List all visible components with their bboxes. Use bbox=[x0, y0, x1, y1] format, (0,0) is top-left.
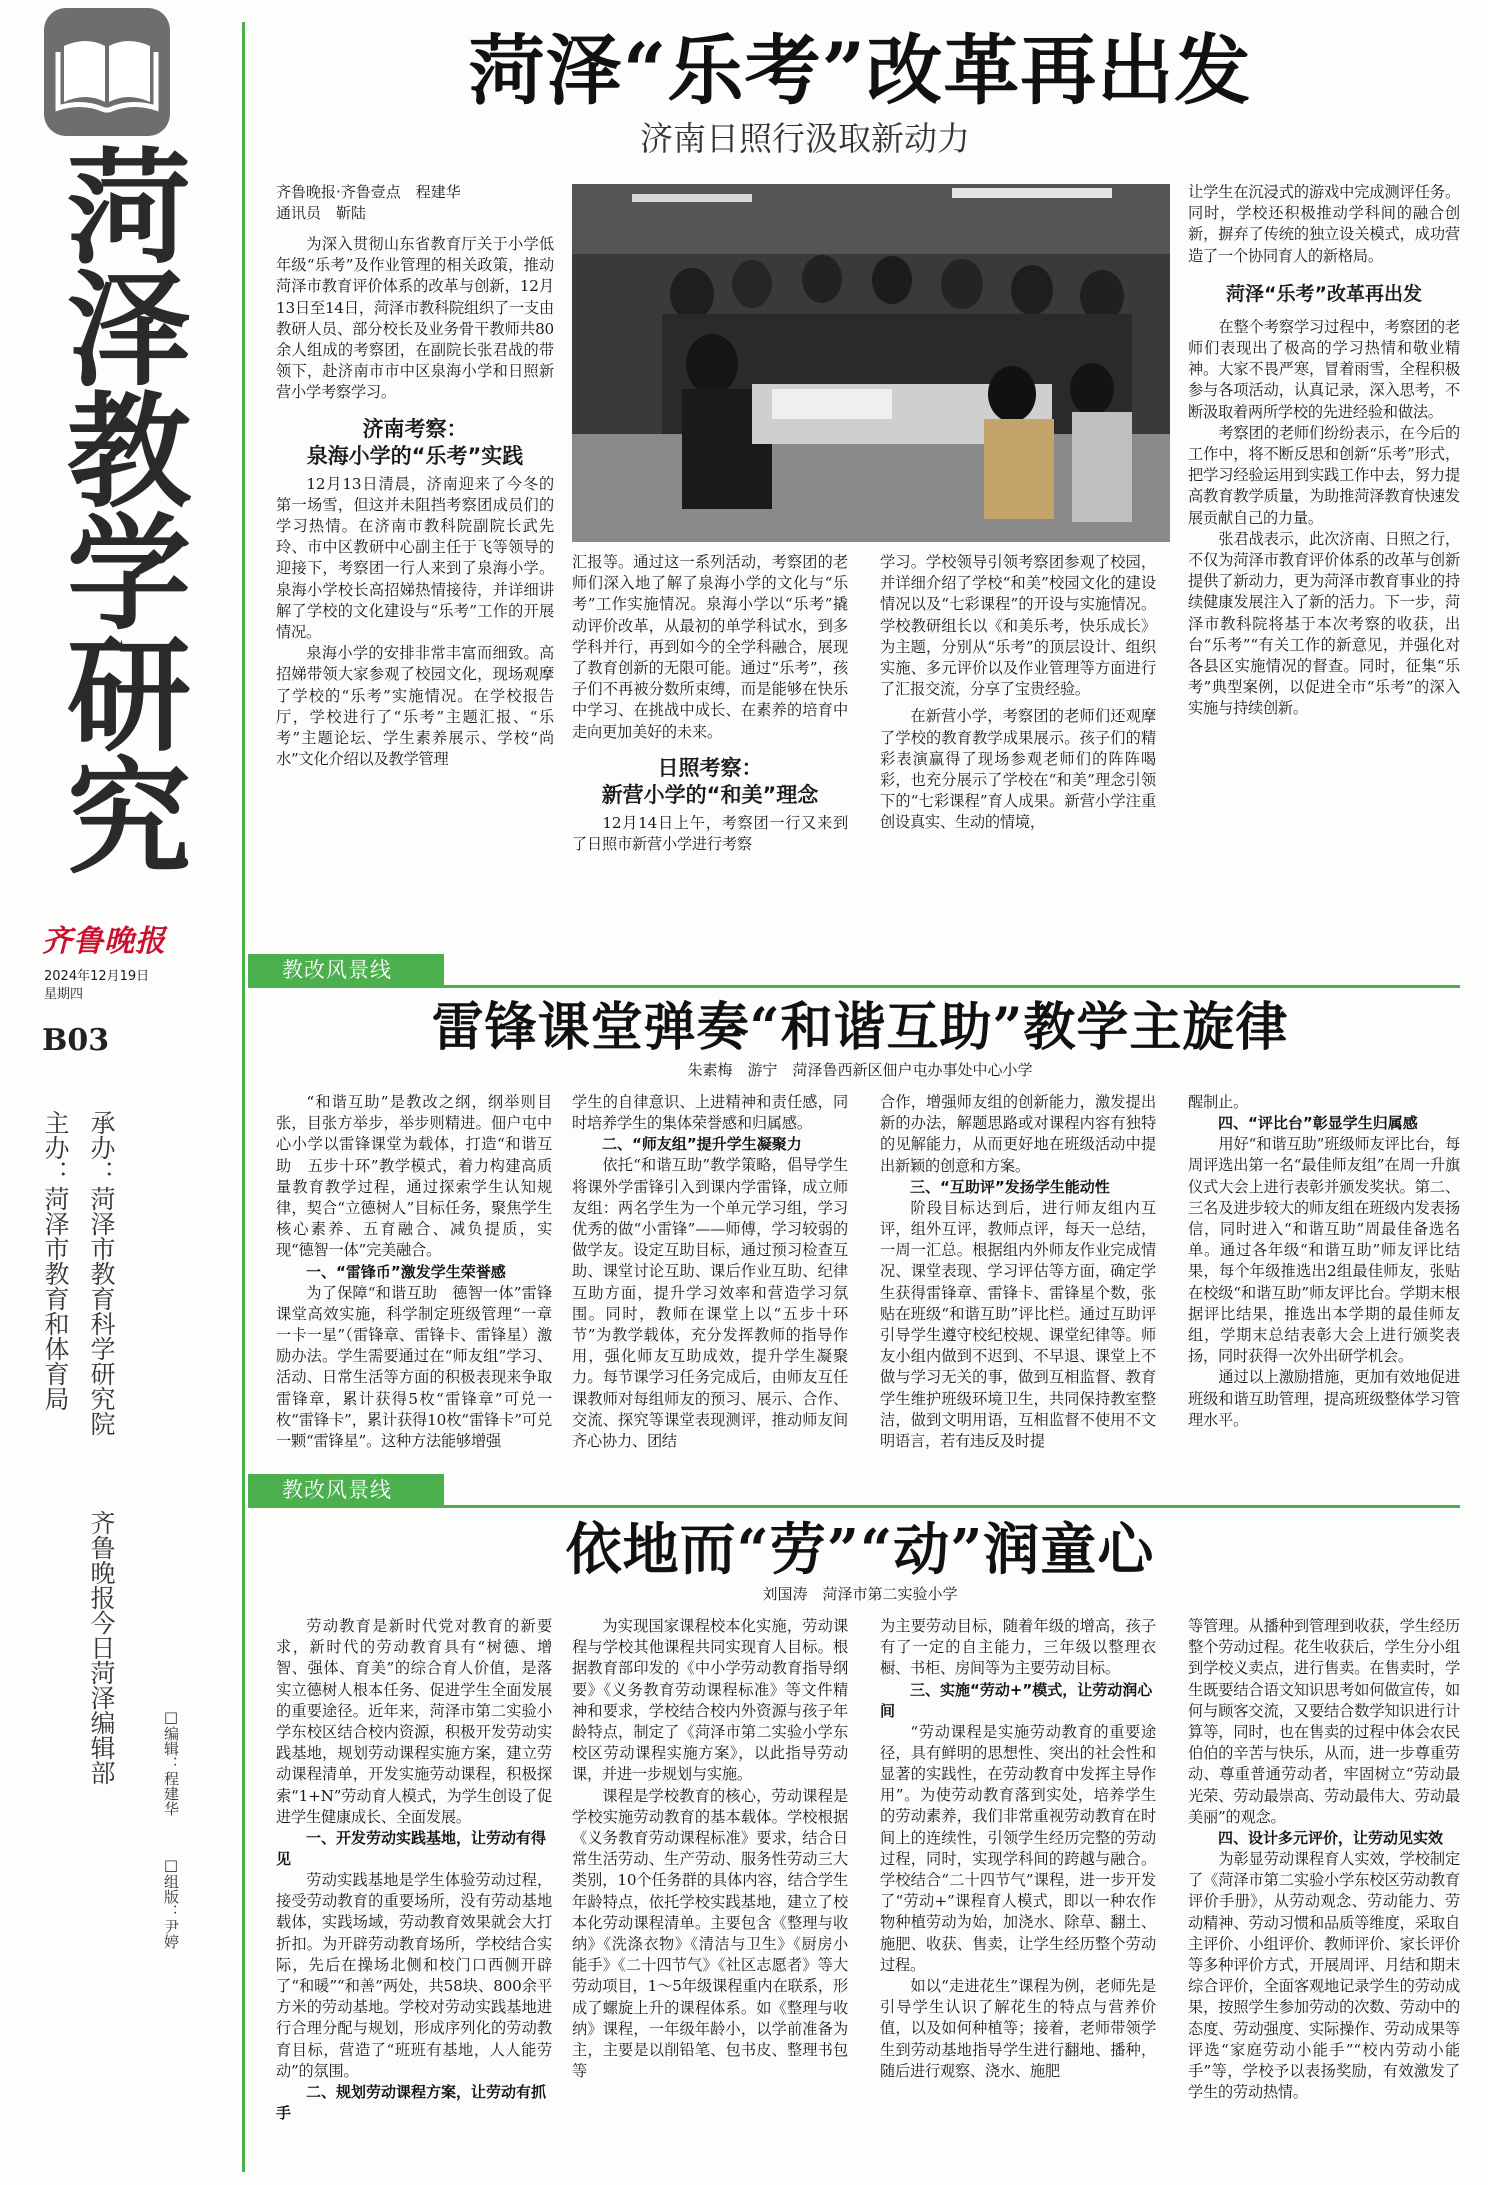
article2-sub4: 四、“评比台”彰显学生归属感 bbox=[1218, 1114, 1418, 1133]
article3-col1 bbox=[276, 1616, 552, 2172]
article2-tag: 教改风景线 bbox=[248, 954, 444, 987]
article1-col3 bbox=[880, 552, 1156, 908]
article2-byline: 朱素梅 游宁 菏泽鲁西新区佃户屯办事处中心小学 bbox=[687, 1061, 1033, 1079]
article1-p1: 12月13日清晨，济南迎来了今冬的第一场雪，但这并未阻挡考察团成员们的学习热情。在济南市教科院副院长武先玲、市中区教研中心副主任于飞等领导的迎接下，考察团一行人来到了泉海小学。泉海小学校长高招娣热情接待，并详细讲解了学校的文化建设与“乐考”工作的开展情况。 bbox=[276, 474, 554, 642]
article1-subhead2 bbox=[572, 755, 848, 809]
article3-p4: 课程是学校教育的核心，劳动课程是学校实施劳动教育的基本载体。学校根据《义务教育劳动课程标准》要求，结合日常生活劳动、生产劳动、服务性劳动三大类别，10个任务群的具体内容，结合学生年龄特点，依托学校实践基地，建立了校本化劳动课程清单。主要包含《整理与收纳》《洗涤衣物》《清洁与卫生》《厨房小能手》《二十四节气》《社区志愿者》等大劳动项目，1～5年级课程重内在联系，形成了螺旋上升的课程体系。如《整理与收纳》课程，一年级年龄小，以学前准备为主，主要是以削铅笔、包书皮、整理书包等 bbox=[572, 1786, 848, 2081]
article1-subhead2-line2: 新营小学的“和美”理念 bbox=[601, 782, 819, 807]
article2-p7: 醒制止。 bbox=[1188, 1093, 1248, 1111]
layout-credit: □组版：尹婷 bbox=[162, 1856, 180, 1949]
article3-tag: 教改风景线 bbox=[248, 1474, 444, 1507]
article3-sub1: 一、开发劳动实践基地，让劳动有得见 bbox=[276, 1829, 547, 1869]
article3-p2: 劳动实践基地是学生体验劳动过程，接受劳动教育的重要场所，没有劳动基地载体，实践场域，劳动教育效果就会大打折扣。为开辟劳动教育场所，学校结合实际，先后在操场北侧和校门口西侧开辟了“和暖”“和善”两处，共58块、800余平方米的劳动基地。学校对劳动实践基地进行合理分配与规划，形成序列化的劳动教育目标，营造了“班班有基地，人人能劳动”的氛围。 bbox=[276, 1871, 552, 2080]
article2-p3: 学生的自律意识、上进精神和责任感，同时培养学生的集体荣誉感和归属感。 bbox=[572, 1093, 848, 1133]
article1-headline: 菏泽“乐考”改革再出发 bbox=[468, 26, 1252, 115]
section-title: 菏泽教学研究 bbox=[46, 142, 190, 874]
article2-col3 bbox=[880, 1092, 1156, 1472]
article1-subheadline: 济南日照行汲取新动力 bbox=[640, 119, 970, 158]
article3-tag-rule bbox=[248, 1505, 1460, 1508]
organizer-2: 齐鲁晚报今日菏泽编辑部 bbox=[87, 1510, 116, 1785]
sponsor-label: 主办： bbox=[41, 1110, 70, 1185]
article2-col1 bbox=[276, 1092, 552, 1472]
article3-p9: 为彰显劳动课程育人实效，学校制定了《菏泽市第二实验小学东校区劳动教育评价手册》，从劳动观念、劳动能力、劳动精神、劳动习惯和品质等维度，采取自主评价、小组评价、教师评价、家长评价等多种评价方式，开展周评、月结和期末综合评价，全面客观地记录学生的劳动成果，按照学生参加劳动的次数、劳动中的态度、劳动强度、实际操作、劳动成果等评选“家庭劳动小能手”“校内劳动小能手”等，学校予以表扬奖励，有效激发了学生的劳动热情。 bbox=[1188, 1850, 1460, 2102]
article3-p7: 如以“走进花生”课程为例，老师先是引导学生认识了解花生的特点与营养价值，以及如何种植等；接着，老师带领学生到劳动基地指导学生进行翻地、播种，随后进行观察、浇水、施肥 bbox=[880, 1977, 1156, 2080]
article2-p2: 为了保障“和谐互助 德智一体”雷锋课堂高效实施，科学制定班级管理“一章一卡一星”（雷锋章、雷锋卡、雷锋星）激励办法。学生需要通过在“师友组”学习、活动、日常生活等方面的积极表现来争取雷锋章，累计获得5枚“雷锋章”可兑一枚“雷锋卡”，累计获得10枚“雷锋卡”可兑一颗“雷锋星”。这种方法能够增强 bbox=[276, 1283, 552, 1451]
article1-p8: 在整个考察学习过程中，考察团的老师们表现出了极高的学习热情和敬业精神。大家不畏严寒，冒着雨雪，全程积极参与各项活动，认真记录，深入思考，不断汲取着两所学校的先进经验和做法。 bbox=[1188, 317, 1460, 421]
article2-p4: 依托“和谐互助”教学策略，倡导学生将课外学雷锋引入到课内学雷锋，成立师友组：两名学生为一个单元学习组，学习优秀的做“小雷锋”——师傅，学习较弱的做学友。设定互助目标，通过预习检查互助、课堂讨论互助、课后作业互助、纪律互助方面，提升学习效率和营造学习氛围。同时，教师在课堂上以“五步十环节”为教学载体，充分发挥教师的指导作用，强化师友互助成效，提升学生凝聚力。每节课学习任务完成后，由师友互任课教师对每组师友的预习、展示、合作、交流、探究等课堂表现测评，推动师友间齐心协力、团结 bbox=[572, 1156, 848, 1451]
article1-col1 bbox=[276, 182, 554, 910]
article3-col4 bbox=[1188, 1616, 1460, 2172]
issue-date: 2024年12月19日 bbox=[44, 969, 150, 984]
article1-subhead1-line1: 济南考察： bbox=[362, 416, 468, 441]
article1-subhead2-line1: 日照考察： bbox=[657, 755, 763, 780]
article1-p6: 在新营小学，考察团的老师们还观摩了学校的教育教学成果展示。孩子们的精彩表演赢得了现场参观老师们的阵阵喝彩，也充分展示了学校在“和美”理念引领下的“七彩课程”育人成果。新营小学注重创设真实、生动的情境， bbox=[880, 707, 1156, 832]
article2-col4 bbox=[1188, 1092, 1460, 1472]
article1-photo bbox=[572, 184, 1170, 542]
article1-p2: 泉海小学的安排非常丰富而细致。高招娣带领大家参观了校园文化，现场观摩了学校的“乐考”实施情况。在学校报告厅，学校进行了“乐考”主题汇报、“乐考”主题论坛、学生素养展示、学校“尚水”文化介绍以及教学管理 bbox=[276, 644, 554, 769]
article2-p1: “和谐互助”是教改之纲，纲举则目张，目张方举步，举步则精进。佃户屯中心小学以雷锋课堂为载体，打造“和谐互助 五步十环”教学模式，着力构建高质量教育教学过程，通过探索学生认知规律，契合“立德树人”目标任务，聚焦学生核心素养、五育融合、减负提质，实现“德智一体”完美融合。 bbox=[276, 1093, 552, 1260]
article2-tag-rule bbox=[248, 985, 1460, 988]
article1-subhead1 bbox=[276, 416, 554, 470]
article3-p6: “劳动课程是实施劳动教育的重要途径，具有鲜明的思想性、突出的社会性和显著的实践性，在劳动教育中发挥主导作用”。为使劳动教育落到实处，培养学生的劳动素养，我们非常重视劳动教育在时间上的连续性，引领学生经历完整的劳动过程，同时，实现学科间的跨越与融合。学校结合“二十四节气”课程，进一步开发了“劳动+”课程育人模式，即以一种农作物种植劳动为始，加浇水、除草、翻土、施肥、收获、售卖，让学生经历整个劳动过程。 bbox=[880, 1722, 1156, 1974]
page-number: B03 bbox=[42, 1023, 110, 1058]
article2-headline: 雷锋课堂弹奏“和谐互助”教学主旋律 bbox=[431, 997, 1289, 1058]
article2-sub3: 三、“互助评”发扬学生能动性 bbox=[910, 1177, 1110, 1196]
article1-col4 bbox=[1188, 182, 1460, 908]
article3-sub3: 三、实施“劳动+”模式，让劳动润心间 bbox=[880, 1680, 1153, 1720]
organizer-1: 菏泽市教育科学研究院 bbox=[87, 1186, 116, 1436]
article3-col2 bbox=[572, 1616, 848, 2172]
newspaper-name: 齐鲁晚报 bbox=[42, 924, 166, 959]
article1-p5: 学习。学校领导引领考察团参观了校园，并详细介绍了学校“和美”校园文化的建设情况以及“七彩课程”的开设与实施情况。学校教研组长以《和美乐考，快乐成长》为主题，分别从“乐考”的顶层设计、组织实施、多元评价以及作业管理等方面进行了汇报交流，分享了宝贵经验。 bbox=[880, 553, 1156, 699]
article2-p9: 通过以上激励措施，更加有效地促进班级和谐互助管理，提高班级整体学习管理水平。 bbox=[1188, 1368, 1460, 1429]
article1-p9: 考察团的老师们纷纷表示，在今后的工作中，将不断反思和创新“乐考”形式，把学习经验运用到实践工作中去，努力提高教育教学质量，为助推菏泽教育快速发展贡献自己的力量。 bbox=[1188, 423, 1460, 527]
article2-sub1: 一、“雷锋币”激发学生荣誉感 bbox=[306, 1262, 506, 1281]
sponsor: 菏泽市教育和体育局 bbox=[41, 1186, 70, 1411]
article3-byline: 刘国涛 菏泽市第二实验小学 bbox=[762, 1585, 958, 1603]
issue-weekday: 星期四 bbox=[44, 987, 84, 1002]
left-divider bbox=[242, 22, 245, 2172]
article1-subhead3: 菏泽“乐考”改革再出发 bbox=[1226, 282, 1422, 305]
article3-p1: 劳动教育是新时代党对教育的新要求，新时代的劳动教育具有“树德、增智、强体、育美”的综合育人价值，是落实立德树人根本任务、促进学生全面发展的重要途径。近年来，菏泽市第二实验小学东校区结合校内资源，积极开发劳动实践基地，规划劳动课程实施方案，建立劳动课程清单，开发实施劳动课程，积极探索“1+N”劳动育人模式，为学生创设了促进学生健康成长、全面发展。 bbox=[276, 1617, 552, 1826]
article3-col3 bbox=[880, 1616, 1156, 2172]
article3-p5: 为主要劳动目标，随着年级的增高，孩子有了一定的自主能力，三年级以整理衣橱、书柜、房间等为主要劳动目标。 bbox=[880, 1617, 1156, 1678]
article3-sub2: 二、规划劳动课程方案，让劳动有抓手 bbox=[276, 2083, 547, 2123]
article2-col2 bbox=[572, 1092, 848, 1472]
article1-col2 bbox=[572, 552, 848, 908]
article3-p8: 等管理。从播种到管理到收获，学生经历整个劳动过程。花生收获后，学生分小组到学校义卖点，进行售卖。在售卖时，学生既要结合语文知识思考如何做宣传，如何与顾客交流，又要结合数学知识进行计算等，同时，也在售卖的过程中体会农民伯伯的辛苦与快乐，从而，进一步尊重劳动、尊重普通劳动者，牢固树立“劳动最光荣、劳动最崇高、劳动最伟大、劳动最美丽”的观念。 bbox=[1188, 1617, 1460, 1826]
article1-byline2: 通讯员 靳陆 bbox=[276, 204, 367, 222]
article1-byline1: 齐鲁晚报·齐鲁壹点 程建华 bbox=[276, 183, 461, 201]
article1-p3: 汇报等。通过这一系列活动，考察团的老师们深入地了解了泉海小学的文化与“乐考”工作实施情况。泉海小学以“乐考”撬动评价改革，从最初的单学科试水，到多学科并行，再到如今的全学科融合，展现了教育创新的无限可能。通过“乐考”，孩子们不再被分数所束缚，而是能够在快乐中学习、在挑战中成长、在素养的培育中走向更加美好的未来。 bbox=[572, 553, 848, 741]
article3-sub4: 四、设计多元评价，让劳动见实效 bbox=[1218, 1829, 1444, 1848]
book-logo-icon bbox=[44, 8, 170, 136]
article2-p8: 用好“和谐互助”班级师友评比台，每周评选出第一名“最佳师友组”在周一升旗仪式大会上进行表彰并颁发奖状。第二、三名及进步较大的师友组在班级内发表扬信，同时进入“和谐互助”周最佳备选名单。通过各年级“和谐互助”师友评比结果，每个年级推选出2组最佳师友，张贴在校级“和谐互助”师友评比台。学期末根据评比结果，推选出本学期的最佳师友组，学期末总结表彰大会上进行颁奖表扬，同时获得一次外出研学机会。 bbox=[1188, 1135, 1460, 1366]
editor-credit: □编辑：程建华 bbox=[162, 1708, 180, 1816]
article1-lead: 为深入贯彻山东省教育厅关于小学低年级“乐考”及作业管理的相关政策，推动菏泽市教育评价体系的改革与创新，12月13日至14日，菏泽市教科院组织了一支由教研人员、部分校长及业务骨干教师共80余人组成的考察团，在副院长张君战的带领下，赴济南市市中区泉海小学和日照新营小学考察学习。 bbox=[276, 235, 554, 402]
article1-p10: 张君战表示，此次济南、日照之行，不仅为菏泽市教育评价体系的改革与创新提供了新动力，更为菏泽市教育事业的持续健康发展注入了新的活力。下一步，菏泽市教科院将基于本次考察的收获，出台“乐考”“有关工作的新意见，并强化对各县区实施情况的督查。同时，征集“乐考”典型案例，以促进全市“乐考”的深入实施与持续创新。 bbox=[1188, 529, 1460, 718]
article2-sub2: 二、“师友组”提升学生凝聚力 bbox=[602, 1135, 802, 1154]
article3-headline: 依地而“劳”“动”润童心 bbox=[565, 1517, 1155, 1583]
organizer-label: 承办： bbox=[87, 1110, 116, 1185]
article1-p7: 让学生在沉浸式的游戏中完成测评任务。同时，学校还积极推动学科间的融合创新，摒弃了传统的独立设关模式，成功营造了一个协同育人的新格局。 bbox=[1188, 183, 1460, 265]
masthead-column bbox=[0, 0, 230, 2185]
article2-p5: 合作，增强师友组的创新能力，激发提出新的办法，解题思路或对课程内容有独特的见解能力，从而更好地在班级活动中提出新颖的创意和方案。 bbox=[880, 1093, 1156, 1175]
article1-subhead1-line2: 泉海小学的“乐考”实践 bbox=[306, 443, 524, 468]
article2-p6: 阶段目标达到后，进行师友组内互评，组外互评，教师点评，每天一总结，一周一汇总。根据组内外师友作业完成情况、课堂表现、学习评估等方面，确定学生获得雷锋章、雷锋卡、雷锋星个数，张贴在班级“和谐互助”评比栏。通过互助评引导学生遵守校纪校规、课堂纪律等。师友小组内做到不迟到、不早退、课堂上不做与学习无关的事，做到互相监督、教育学生维护班级环境卫生，共同保持教室整洁，做到文明用语，互相监督不使用不文明语言，若有违反及时提 bbox=[880, 1198, 1156, 1451]
article3-p3: 为实现国家课程校本化实施，劳动课程与学校其他课程共同实现育人目标。根据教育部印发的《中小学劳动教育指导纲要》《义务教育劳动课程标准》等文件精神和要求，学校结合校内外资源与孩子年龄特点，制定了《菏泽市第二实验小学东校区劳动课程实施方案》，以此指导劳动课，并进一步规划与实施。 bbox=[572, 1617, 848, 1784]
article1-p4: 12月14日上午，考察团一行又来到了日照市新营小学进行考察 bbox=[572, 813, 848, 854]
